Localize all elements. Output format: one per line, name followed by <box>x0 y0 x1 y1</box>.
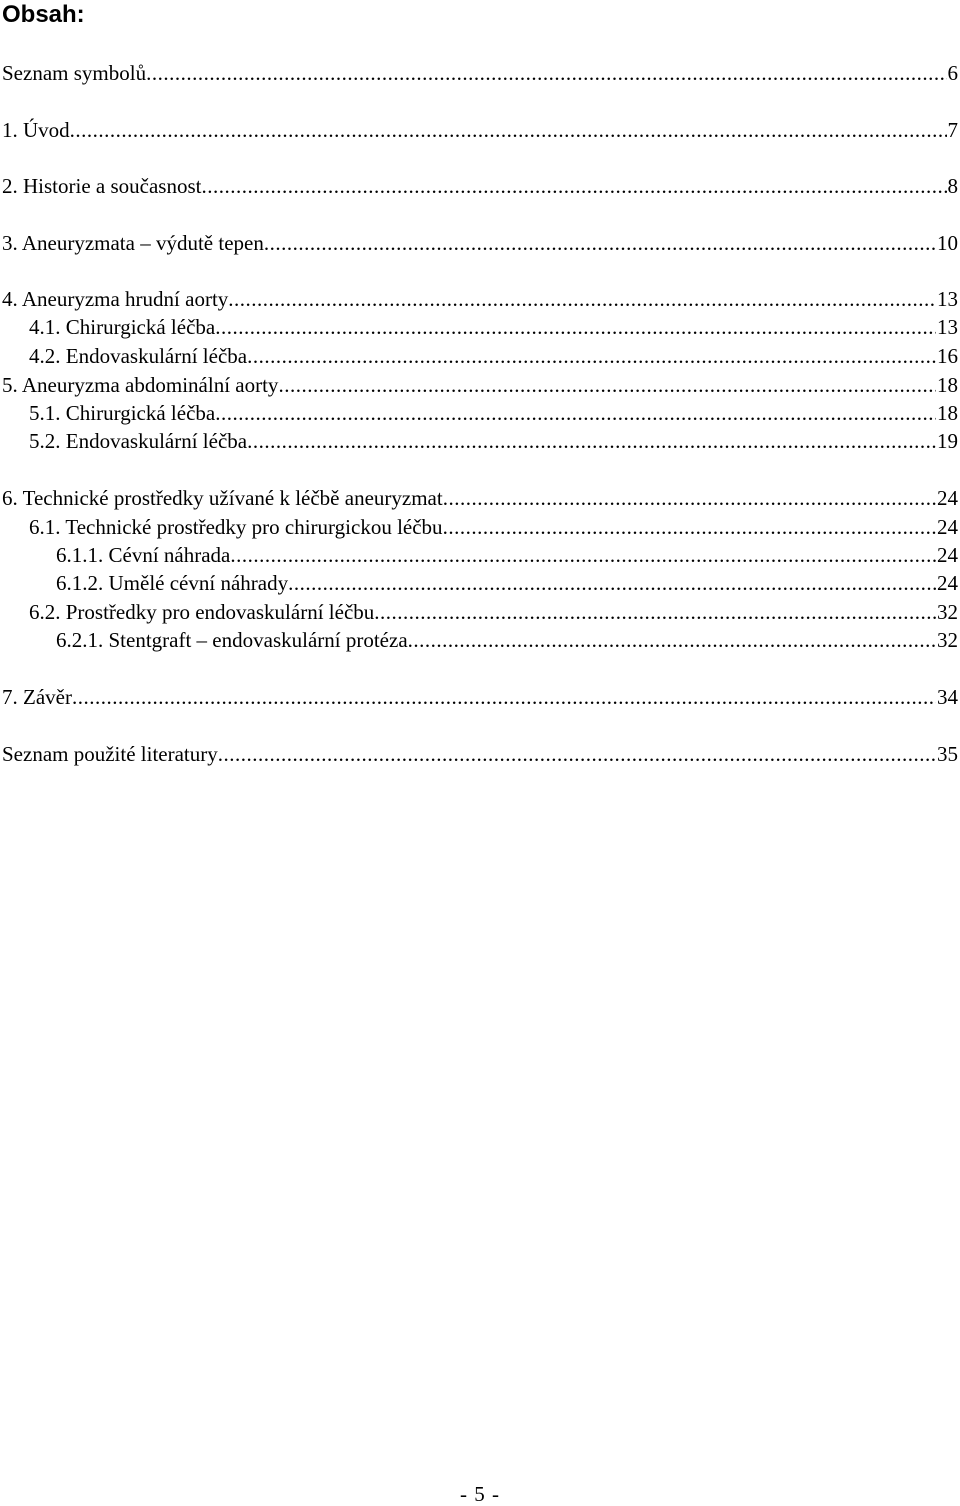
toc-leader-dots <box>218 741 936 767</box>
toc-entry-label: 3. Aneuryzmata – výdutě tepen <box>2 231 264 255</box>
toc-leader-dots <box>146 60 946 86</box>
toc-leader-dots <box>443 485 936 511</box>
toc-leader-dots <box>264 230 936 256</box>
toc-entry-technicke-prostredky[interactable] <box>2 485 958 511</box>
toc-leader-dots <box>247 343 936 369</box>
toc-entry-seznam-symbolu[interactable] <box>2 60 958 86</box>
toc-leader-dots <box>228 286 936 312</box>
toc-heading: Obsah: <box>2 1 85 28</box>
toc-leader-dots <box>247 428 936 454</box>
toc-entry-hrudni-chirurgicka[interactable] <box>29 314 958 340</box>
toc-entry-prostredky-chirurgicka[interactable] <box>29 514 958 540</box>
toc-entry-aneuryzmata[interactable] <box>2 230 958 256</box>
toc-entry-page: 24 <box>937 515 958 539</box>
toc-entry-label: Seznam symbolů <box>2 61 147 85</box>
toc-entry-hrudni-endovaskularni[interactable] <box>29 343 958 369</box>
toc-entry-page: 35 <box>937 742 958 766</box>
toc-entry-page: 7 <box>947 118 958 142</box>
toc-entry-page: 24 <box>937 486 958 510</box>
toc-leader-dots <box>70 117 947 143</box>
toc-leader-dots <box>230 542 936 568</box>
toc-entry-page: 10 <box>937 231 958 255</box>
toc-leader-dots <box>408 627 936 653</box>
toc-entry-hrudni-aorty[interactable] <box>2 286 958 312</box>
toc-entry-prostredky-endovaskularni[interactable] <box>29 599 958 625</box>
toc-entry-page: 24 <box>937 571 958 595</box>
toc-entry-label: 5. Aneuryzma abdominální aorty <box>2 373 279 397</box>
toc-entry-seznam-literatury[interactable] <box>2 741 958 767</box>
toc-entry-page: 6 <box>947 61 958 85</box>
toc-entry-abdominalni-aorty[interactable] <box>2 372 958 398</box>
toc-entry-label: 2. Historie a současnost <box>2 174 202 198</box>
toc-leader-dots <box>443 514 936 540</box>
toc-entry-page: 18 <box>937 373 958 397</box>
toc-entry-label: 6. Technické prostředky užívané k léčbě aneuryzmat <box>2 486 443 510</box>
toc-entry-uvod[interactable] <box>2 117 958 143</box>
toc-entry-label: 5.2. Endovaskulární léčba <box>29 429 248 453</box>
toc-entry-label: 1. Úvod <box>2 118 70 142</box>
toc-entry-label: 6.2.1. Stentgraft – endovaskulární protéza <box>56 628 408 652</box>
toc-entry-page: 13 <box>937 287 958 311</box>
toc-entry-label: 5.1. Chirurgická léčba <box>29 401 216 425</box>
toc-entry-label: 6.1. Technické prostředky pro chirurgickou léčbu <box>29 515 443 539</box>
toc-entry-label: 4.2. Endovaskulární léčba <box>29 344 248 368</box>
toc-entry-page: 32 <box>937 628 958 652</box>
toc-entry-abdominalni-endovaskularni[interactable] <box>29 428 958 454</box>
toc-leader-dots <box>288 570 936 596</box>
toc-entry-page: 16 <box>937 344 958 368</box>
toc-entry-page: 34 <box>937 685 958 709</box>
toc-entry-zaver[interactable] <box>2 684 958 710</box>
toc-entry-historie[interactable] <box>2 173 958 199</box>
page-number: - 5 - <box>460 1482 500 1506</box>
toc-entry-label: 4. Aneuryzma hrudní aorty <box>2 287 229 311</box>
toc-entry-cevni-nahrada[interactable] <box>56 542 958 568</box>
toc-entry-label: 6.1.1. Cévní náhrada <box>56 543 231 567</box>
toc-leader-dots <box>201 173 946 199</box>
toc-entry-label: 7. Závěr <box>2 685 72 709</box>
toc-leader-dots <box>72 684 936 710</box>
toc-leader-dots <box>215 314 936 340</box>
toc-entry-page: 24 <box>937 543 958 567</box>
toc-entry-stentgraft[interactable] <box>56 627 958 653</box>
toc-entry-label: 6.2. Prostředky pro endovaskulární léčbu <box>29 600 375 624</box>
toc-leader-dots <box>215 400 936 426</box>
toc-entry-label: 6.1.2. Umělé cévní náhrady <box>56 571 289 595</box>
toc-entry-page: 13 <box>937 315 958 339</box>
toc-entry-page: 32 <box>937 600 958 624</box>
toc-leader-dots <box>278 372 936 398</box>
toc-leader-dots <box>374 599 936 625</box>
toc-entry-page: 19 <box>937 429 958 453</box>
toc-entry-abdominalni-chirurgicka[interactable] <box>29 400 958 426</box>
toc-entry-page: 18 <box>937 401 958 425</box>
toc-entry-label: Seznam použité literatury <box>2 742 218 766</box>
toc-entry-page: 8 <box>947 174 958 198</box>
toc-entry-label: 4.1. Chirurgická léčba <box>29 315 216 339</box>
toc-entry-umele-cevni-nahrady[interactable] <box>56 570 958 596</box>
